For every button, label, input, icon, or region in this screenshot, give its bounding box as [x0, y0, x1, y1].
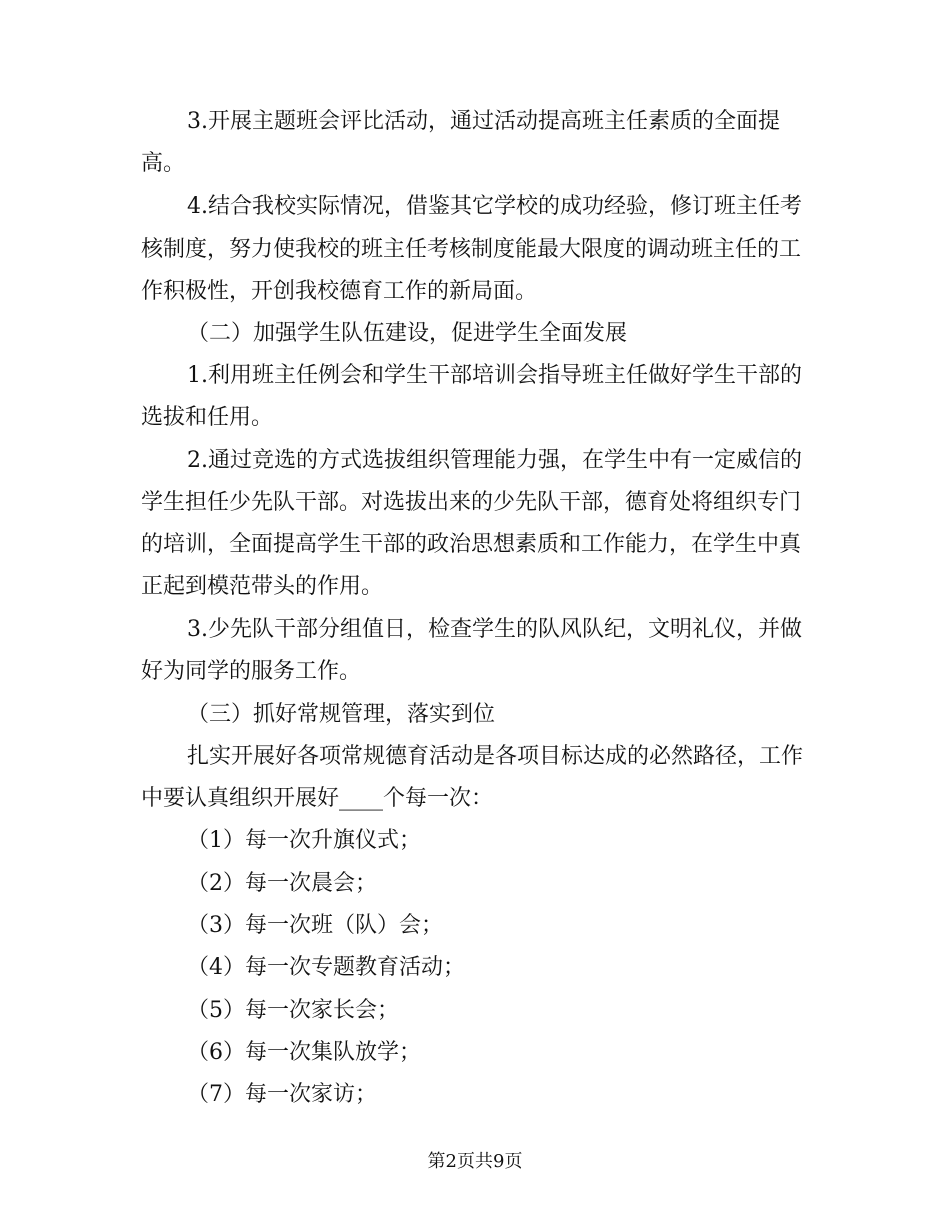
paragraph-line: 学生担任少先队干部。对选拔出来的少先队干部，德育处将组织专门: [141, 490, 802, 515]
section-heading: （二）加强学生队伍建设，促进学生全面发展: [187, 321, 628, 346]
list-item: （3）每一次班（队）会；: [187, 913, 443, 938]
paragraph-line: 3.少先队干部分组值日，检查学生的队风队纪，文明礼仪，并做: [187, 617, 802, 642]
paragraph-line: 1.利用班主任例会和学生干部培训会指导班主任做好学生干部的: [187, 363, 802, 388]
paragraph-line: 中要认真组织开展好____个每一次：: [141, 786, 494, 811]
paragraph-line: 2.通过竞选的方式选拔组织管理能力强，在学生中有一定威信的: [187, 448, 802, 473]
paragraph-line: 好为同学的服务工作。: [141, 659, 362, 684]
paragraph-line: 高。: [141, 151, 186, 176]
paragraph-line: 正起到模范带头的作用。: [141, 574, 384, 599]
paragraph-line: 扎实开展好各项常规德育活动是各项目标达成的必然路径，工作: [187, 744, 804, 769]
list-item: （1）每一次升旗仪式；: [187, 828, 421, 853]
page-number: 第2页共9页: [427, 1151, 523, 1172]
section-heading: （三）抓好常规管理，落实到位: [187, 702, 496, 727]
paragraph-line: 核制度，努力使我校的班主任考核制度能最大限度的调动班主任的工: [141, 237, 802, 262]
list-item: （4）每一次专题教育活动；: [187, 955, 465, 980]
list-item: （7）每一次家访；: [187, 1082, 377, 1107]
paragraph-line: 作积极性，开创我校德育工作的新局面。: [141, 279, 538, 304]
paragraph-line: 选拔和任用。: [141, 405, 274, 430]
paragraph-line: 3.开展主题班会评比活动，通过活动提高班主任素质的全面提: [187, 109, 780, 134]
paragraph-line: 的培训，全面提高学生干部的政治思想素质和工作能力，在学生中真: [141, 532, 802, 557]
list-item: （5）每一次家长会；: [187, 998, 399, 1023]
list-item: （2）每一次晨会；: [187, 871, 377, 896]
paragraph-line: 4.结合我校实际情况，借鉴其它学校的成功经验，修订班主任考: [187, 194, 802, 219]
list-item: （6）每一次集队放学；: [187, 1040, 421, 1065]
